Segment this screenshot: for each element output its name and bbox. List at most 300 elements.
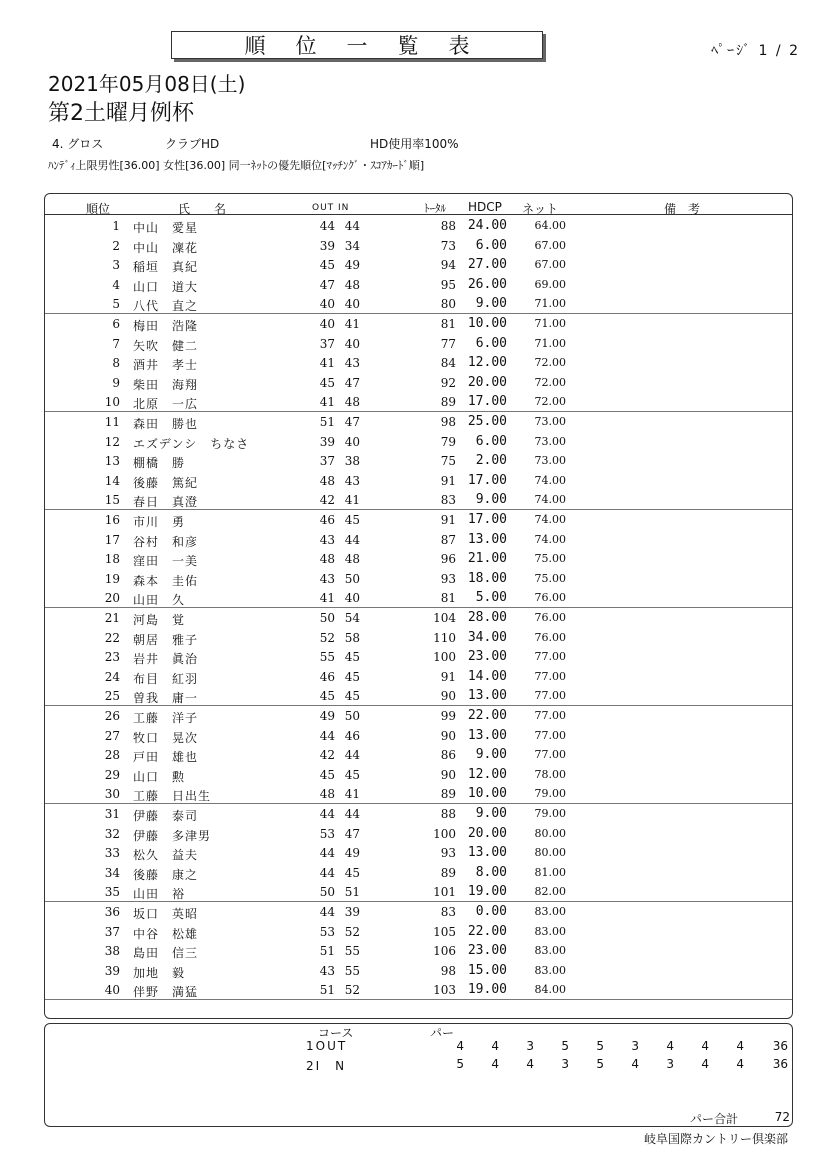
hdcp-cell: 22.00 bbox=[467, 708, 507, 723]
net-score-cell: 69.00 bbox=[534, 277, 566, 291]
hdcp-cell: 12.00 bbox=[467, 355, 507, 371]
out-score-cell: 42 bbox=[319, 748, 335, 763]
net-score-cell: 77.00 bbox=[534, 709, 566, 722]
hdcp-cell: 17.00 bbox=[467, 472, 507, 488]
hdcp-cell: 24.00 bbox=[467, 218, 507, 233]
out-score-cell: 46 bbox=[319, 513, 335, 527]
table-row bbox=[45, 784, 792, 803]
name-cell: 坂口 英昭 bbox=[133, 907, 199, 921]
page-title: 順位一覧表 bbox=[171, 31, 543, 59]
out-score-cell: 44 bbox=[319, 865, 335, 880]
total-score-cell: 91 bbox=[440, 473, 456, 488]
hdcp-cell: 6.00 bbox=[475, 335, 507, 351]
total-score-cell: 92 bbox=[440, 375, 456, 390]
table-row bbox=[45, 569, 792, 588]
rank-cell: 32 bbox=[104, 826, 120, 841]
hdcp-cell: 10.00 bbox=[467, 786, 507, 802]
net-score-cell: 77.00 bbox=[534, 728, 566, 742]
net-score-cell: 80.00 bbox=[534, 846, 566, 860]
net-score-cell: 78.00 bbox=[534, 767, 566, 781]
name-cell: 柴田 海翔 bbox=[133, 377, 199, 392]
rank-cell: 17 bbox=[104, 532, 120, 547]
hdcp-cell: 17.00 bbox=[467, 512, 507, 527]
out-score-cell: 45 bbox=[319, 767, 335, 782]
total-score-cell: 83 bbox=[440, 493, 456, 508]
header-divider bbox=[45, 214, 792, 215]
hdcp-cell: 19.00 bbox=[467, 884, 507, 900]
rank-cell: 31 bbox=[104, 807, 120, 821]
hdcp-cell: 10.00 bbox=[467, 316, 507, 331]
name-cell: 矢吹 健二 bbox=[133, 338, 199, 353]
out-score-cell: 51 bbox=[319, 415, 335, 429]
hdcp-cell: 25.00 bbox=[467, 414, 507, 429]
net-score-cell: 84.00 bbox=[534, 983, 566, 997]
net-score-cell: 82.00 bbox=[534, 885, 566, 899]
table-row bbox=[45, 941, 792, 960]
total-score-cell: 104 bbox=[433, 611, 456, 625]
net-score-cell: 75.00 bbox=[534, 571, 566, 585]
table-row bbox=[45, 843, 792, 862]
in-score-cell: 49 bbox=[344, 846, 360, 861]
total-score-cell: 110 bbox=[433, 630, 456, 645]
out-score-cell: 37 bbox=[319, 454, 335, 469]
total-score-cell: 95 bbox=[440, 277, 456, 292]
out-score-cell: 39 bbox=[319, 434, 335, 449]
name-cell: 松久 益夫 bbox=[133, 848, 199, 863]
hdcp-cell: 13.00 bbox=[467, 531, 507, 547]
table-row bbox=[45, 882, 792, 901]
handicap-rate: HD使用率100% bbox=[370, 137, 459, 151]
out-score-cell: 47 bbox=[319, 277, 335, 292]
in-score-cell: 44 bbox=[344, 532, 360, 547]
group-divider bbox=[45, 999, 792, 1000]
hdcp-cell: 8.00 bbox=[475, 864, 507, 880]
total-score-cell: 93 bbox=[440, 846, 456, 861]
hdcp-cell: 9.00 bbox=[475, 296, 507, 312]
name-cell: 八代 直之 bbox=[133, 299, 199, 314]
rank-cell: 36 bbox=[104, 905, 120, 919]
rank-cell: 26 bbox=[104, 709, 120, 723]
name-cell: 森田 勝也 bbox=[133, 417, 199, 431]
hole-par: 4 bbox=[701, 1057, 709, 1071]
rank-cell: 5 bbox=[112, 297, 120, 312]
out-score-cell: 40 bbox=[319, 317, 335, 331]
table-row bbox=[45, 353, 792, 372]
in-score-cell: 54 bbox=[344, 611, 360, 625]
total-score-cell: 91 bbox=[440, 669, 456, 684]
total-score-cell: 88 bbox=[440, 807, 456, 821]
total-score-cell: 79 bbox=[440, 434, 456, 449]
rank-cell: 24 bbox=[104, 669, 120, 684]
total-score-cell: 93 bbox=[440, 571, 456, 586]
table-row bbox=[45, 451, 792, 470]
col-header-total: ﾄｰﾀﾙ bbox=[424, 202, 446, 215]
in-score-cell: 50 bbox=[344, 571, 360, 586]
name-cell: 中谷 松雄 bbox=[133, 926, 199, 941]
course-label: コース bbox=[318, 1026, 354, 1040]
rank-cell: 8 bbox=[112, 356, 120, 371]
name-cell: 工藤 日出生 bbox=[133, 789, 212, 804]
in-score-cell: 43 bbox=[344, 356, 360, 371]
total-score-cell: 94 bbox=[440, 258, 456, 273]
table-row bbox=[45, 608, 792, 627]
in-score-cell: 43 bbox=[344, 473, 360, 488]
event-name: 第2土曜月例杯 bbox=[48, 101, 194, 126]
in-score-cell: 52 bbox=[344, 924, 360, 939]
hdcp-cell: 18.00 bbox=[467, 570, 507, 586]
total-score-cell: 98 bbox=[440, 415, 456, 429]
net-score-cell: 74.00 bbox=[534, 473, 566, 487]
rank-cell: 12 bbox=[104, 434, 120, 449]
total-score-cell: 84 bbox=[440, 356, 456, 371]
net-score-cell: 71.00 bbox=[534, 317, 566, 330]
table-row bbox=[45, 530, 792, 549]
out-score-cell: 42 bbox=[319, 493, 335, 508]
rank-cell: 25 bbox=[104, 689, 120, 704]
name-cell: 北原 一広 bbox=[133, 397, 199, 412]
in-score-cell: 47 bbox=[344, 375, 360, 390]
col-header-net: ネット bbox=[522, 202, 559, 216]
hdcp-cell: 23.00 bbox=[467, 943, 507, 959]
rank-cell: 13 bbox=[104, 454, 120, 469]
total-score-cell: 90 bbox=[440, 728, 456, 743]
total-score-cell: 77 bbox=[440, 336, 456, 351]
name-cell: 工藤 洋子 bbox=[133, 711, 199, 725]
rank-cell: 39 bbox=[104, 963, 120, 978]
name-cell: 森本 圭佑 bbox=[133, 573, 199, 588]
hdcp-cell: 2.00 bbox=[475, 453, 507, 469]
in-score-cell: 50 bbox=[344, 709, 360, 723]
rank-cell: 22 bbox=[104, 630, 120, 645]
name-cell: 中山 凜花 bbox=[133, 240, 199, 255]
net-score-cell: 74.00 bbox=[534, 513, 566, 526]
net-score-cell: 77.00 bbox=[534, 748, 566, 762]
name-cell: 棚橋 勝 bbox=[133, 456, 186, 471]
col-header-outin: OUT IN bbox=[312, 203, 350, 213]
out-score-cell: 43 bbox=[319, 963, 335, 978]
out-score-cell: 48 bbox=[319, 787, 335, 802]
out-score-cell: 41 bbox=[319, 591, 335, 606]
name-cell: 岩井 眞治 bbox=[133, 652, 199, 667]
in-score-cell: 46 bbox=[344, 728, 360, 743]
out-course-label: 1OUT bbox=[306, 1039, 348, 1053]
table-row bbox=[45, 432, 792, 451]
name-cell: 後藤 康之 bbox=[133, 867, 199, 882]
out-score-cell: 53 bbox=[319, 826, 335, 841]
table-row bbox=[45, 863, 792, 882]
total-score-cell: 100 bbox=[433, 826, 456, 841]
rank-cell: 40 bbox=[104, 983, 120, 998]
in-score-cell: 41 bbox=[344, 787, 360, 802]
in-score-cell: 55 bbox=[344, 963, 360, 978]
in-score-cell: 48 bbox=[344, 277, 360, 292]
table-row bbox=[45, 314, 792, 333]
net-score-cell: 67.00 bbox=[534, 238, 566, 252]
net-score-cell: 79.00 bbox=[534, 807, 566, 820]
hole-par: 3 bbox=[631, 1039, 639, 1053]
rank-cell: 7 bbox=[112, 336, 120, 351]
out-score-cell: 44 bbox=[319, 728, 335, 743]
net-score-cell: 83.00 bbox=[534, 924, 566, 938]
hdcp-cell: 9.00 bbox=[475, 747, 507, 763]
total-score-cell: 103 bbox=[433, 983, 456, 998]
total-score-cell: 105 bbox=[433, 924, 456, 939]
net-score-cell: 76.00 bbox=[534, 611, 566, 624]
hole-par: 3 bbox=[561, 1057, 569, 1071]
name-cell: エズデンシ ちなさ bbox=[133, 436, 250, 451]
hdcp-cell: 6.00 bbox=[475, 433, 507, 449]
out-score-cell: 40 bbox=[319, 297, 335, 312]
net-score-cell: 67.00 bbox=[534, 258, 566, 272]
total-score-cell: 89 bbox=[440, 865, 456, 880]
name-cell: 窪田 一美 bbox=[133, 554, 199, 569]
rank-cell: 16 bbox=[104, 513, 120, 527]
net-score-cell: 79.00 bbox=[534, 787, 566, 801]
out-score-cell: 39 bbox=[319, 238, 335, 253]
table-row bbox=[45, 628, 792, 647]
name-cell: 布目 紅羽 bbox=[133, 671, 199, 686]
in-score-cell: 49 bbox=[344, 258, 360, 273]
total-score-cell: 91 bbox=[440, 513, 456, 527]
total-score-cell: 81 bbox=[440, 591, 456, 606]
table-row bbox=[45, 490, 792, 509]
out-score-cell: 50 bbox=[319, 885, 335, 900]
in-score-cell: 34 bbox=[344, 238, 360, 253]
table-row bbox=[45, 902, 792, 921]
hdcp-cell: 15.00 bbox=[467, 962, 507, 978]
name-cell: 伴野 満猛 bbox=[133, 985, 199, 1000]
table-row bbox=[45, 275, 792, 294]
net-score-cell: 81.00 bbox=[534, 865, 566, 879]
table-row bbox=[45, 980, 792, 999]
rank-cell: 6 bbox=[112, 317, 120, 331]
out-score-cell: 48 bbox=[319, 552, 335, 567]
net-score-cell: 77.00 bbox=[534, 650, 566, 664]
hole-par: 4 bbox=[491, 1057, 499, 1071]
total-score-cell: 80 bbox=[440, 297, 456, 312]
hdcp-cell: 13.00 bbox=[467, 727, 507, 743]
total-score-cell: 75 bbox=[440, 454, 456, 469]
table-row bbox=[45, 804, 792, 823]
out-score-cell: 44 bbox=[319, 807, 335, 821]
event-date: 2021年05月08日(土) bbox=[48, 72, 246, 96]
out-score-cell: 48 bbox=[319, 473, 335, 488]
hole-par: 4 bbox=[666, 1039, 674, 1053]
rank-cell: 14 bbox=[104, 473, 120, 488]
hole-par: 5 bbox=[596, 1057, 604, 1071]
rank-cell: 38 bbox=[104, 944, 120, 959]
hole-par: 5 bbox=[561, 1039, 569, 1053]
net-score-cell: 73.00 bbox=[534, 415, 566, 428]
rank-cell: 30 bbox=[104, 787, 120, 802]
name-cell: 山口 勲 bbox=[133, 769, 186, 784]
name-cell: 戸田 雄也 bbox=[133, 750, 199, 765]
out-score-cell: 43 bbox=[319, 571, 335, 586]
name-cell: 春日 真澄 bbox=[133, 495, 199, 510]
table-row bbox=[45, 216, 792, 235]
rank-cell: 28 bbox=[104, 748, 120, 763]
table-row bbox=[45, 334, 792, 353]
table-row bbox=[45, 961, 792, 980]
in-score-cell: 45 bbox=[344, 669, 360, 684]
name-cell: 谷村 和彦 bbox=[133, 534, 199, 549]
in-score-cell: 47 bbox=[344, 826, 360, 841]
name-cell: 中山 愛星 bbox=[133, 221, 199, 235]
out-score-cell: 41 bbox=[319, 395, 335, 410]
net-score-cell: 76.00 bbox=[534, 630, 566, 644]
table-row bbox=[45, 510, 792, 529]
name-cell: 酒井 孝士 bbox=[133, 358, 199, 373]
out-score-cell: 50 bbox=[319, 611, 335, 625]
net-score-cell: 73.00 bbox=[534, 454, 566, 468]
course-par-total: 36 bbox=[772, 1039, 788, 1053]
table-row bbox=[45, 824, 792, 843]
table-row bbox=[45, 745, 792, 764]
par-total-label: パー合計 bbox=[690, 1112, 739, 1126]
net-score-cell: 72.00 bbox=[534, 395, 566, 409]
in-score-cell: 40 bbox=[344, 434, 360, 449]
in-score-cell: 48 bbox=[344, 552, 360, 567]
rank-cell: 3 bbox=[112, 258, 120, 273]
hdcp-cell: 20.00 bbox=[467, 374, 507, 390]
net-score-cell: 71.00 bbox=[534, 297, 566, 311]
hdcp-cell: 17.00 bbox=[467, 394, 507, 410]
in-score-cell: 40 bbox=[344, 336, 360, 351]
hdcp-cell: 13.00 bbox=[467, 688, 507, 704]
in-score-cell: 55 bbox=[344, 944, 360, 959]
hole-par: 5 bbox=[456, 1057, 464, 1071]
name-cell: 稲垣 真紀 bbox=[133, 260, 199, 275]
rank-cell: 21 bbox=[104, 611, 120, 625]
total-score-cell: 87 bbox=[440, 532, 456, 547]
rank-cell: 37 bbox=[104, 924, 120, 939]
in-score-cell: 44 bbox=[344, 748, 360, 763]
out-score-cell: 46 bbox=[319, 669, 335, 684]
rank-cell: 34 bbox=[104, 865, 120, 880]
total-score-cell: 81 bbox=[440, 317, 456, 331]
total-score-cell: 101 bbox=[433, 885, 456, 900]
conditions-text: ﾊﾝﾃﾞｨ上限男性[36.00] 女性[36.00] 同一ﾈｯﾄの優先順位[ﾏｯﾁﾝｸﾞ・ｽｺｱｶｰﾄﾞ順] bbox=[48, 159, 425, 172]
table-row bbox=[45, 667, 792, 686]
table-row bbox=[45, 922, 792, 941]
hdcp-cell: 14.00 bbox=[467, 668, 507, 684]
total-score-cell: 89 bbox=[440, 395, 456, 410]
total-score-cell: 90 bbox=[440, 767, 456, 782]
name-cell: 朝居 雅子 bbox=[133, 632, 199, 647]
total-score-cell: 96 bbox=[440, 552, 456, 567]
name-cell: 後藤 篤紀 bbox=[133, 475, 199, 490]
table-row bbox=[45, 255, 792, 274]
name-cell: 梅田 浩隆 bbox=[133, 319, 199, 333]
hdcp-cell: 27.00 bbox=[467, 257, 507, 273]
net-score-cell: 73.00 bbox=[534, 434, 566, 448]
name-cell: 加地 毅 bbox=[133, 965, 186, 980]
in-score-cell: 39 bbox=[344, 905, 360, 919]
net-score-cell: 64.00 bbox=[534, 219, 566, 232]
table-row bbox=[45, 294, 792, 313]
table-row bbox=[45, 647, 792, 666]
rank-cell: 10 bbox=[104, 395, 120, 410]
name-cell: 曽我 庸一 bbox=[133, 691, 199, 706]
table-row bbox=[45, 549, 792, 568]
club-name: 岐阜国際カントリー倶楽部 bbox=[643, 1132, 788, 1146]
hole-par: 4 bbox=[491, 1039, 499, 1053]
hole-par: 4 bbox=[456, 1039, 464, 1053]
in-score-cell: 51 bbox=[344, 885, 360, 900]
col-header-rank: 順位 bbox=[86, 202, 111, 216]
net-score-cell: 72.00 bbox=[534, 356, 566, 370]
hole-par: 5 bbox=[596, 1039, 604, 1053]
total-score-cell: 89 bbox=[440, 787, 456, 802]
net-score-cell: 75.00 bbox=[534, 552, 566, 566]
in-score-cell: 44 bbox=[344, 807, 360, 821]
hdcp-cell: 20.00 bbox=[467, 825, 507, 841]
rank-cell: 29 bbox=[104, 767, 120, 782]
table-row bbox=[45, 471, 792, 490]
hole-par: 4 bbox=[526, 1057, 534, 1071]
hdcp-cell: 0.00 bbox=[475, 904, 507, 919]
table-row bbox=[45, 686, 792, 705]
hdcp-cell: 12.00 bbox=[467, 766, 507, 782]
in-score-cell: 45 bbox=[344, 513, 360, 527]
net-score-cell: 77.00 bbox=[534, 689, 566, 703]
in-score-cell: 40 bbox=[344, 297, 360, 312]
name-cell: 山田 久 bbox=[133, 593, 186, 608]
name-cell: 伊藤 泰司 bbox=[133, 809, 199, 823]
total-score-cell: 86 bbox=[440, 748, 456, 763]
handicap-type: クラブHD bbox=[165, 137, 220, 151]
rank-cell: 4 bbox=[112, 277, 120, 292]
hdcp-cell: 26.00 bbox=[467, 276, 507, 292]
total-score-cell: 98 bbox=[440, 963, 456, 978]
name-cell: 伊藤 多津男 bbox=[133, 828, 212, 843]
rank-cell: 33 bbox=[104, 846, 120, 861]
rank-cell: 18 bbox=[104, 552, 120, 567]
course-par-total: 36 bbox=[772, 1057, 788, 1071]
net-score-cell: 83.00 bbox=[534, 963, 566, 977]
page-number: ﾍﾟｰｼﾞ 1 / 2 bbox=[711, 43, 800, 59]
rank-cell: 27 bbox=[104, 728, 120, 743]
name-cell: 山口 道大 bbox=[133, 279, 199, 294]
in-score-cell: 44 bbox=[344, 219, 360, 233]
total-score-cell: 90 bbox=[440, 689, 456, 704]
total-score-cell: 99 bbox=[440, 709, 456, 723]
out-score-cell: 49 bbox=[319, 709, 335, 723]
hdcp-cell: 21.00 bbox=[467, 551, 507, 567]
net-score-cell: 83.00 bbox=[534, 905, 566, 918]
total-score-cell: 106 bbox=[433, 944, 456, 959]
out-score-cell: 44 bbox=[319, 905, 335, 919]
rank-cell: 15 bbox=[104, 493, 120, 508]
rank-cell: 1 bbox=[112, 219, 120, 233]
hdcp-cell: 34.00 bbox=[467, 629, 507, 645]
net-score-cell: 76.00 bbox=[534, 591, 566, 605]
out-score-cell: 41 bbox=[319, 356, 335, 371]
in-score-cell: 41 bbox=[344, 317, 360, 331]
col-header-remarks: 備 考 bbox=[664, 202, 701, 216]
hdcp-cell: 5.00 bbox=[475, 590, 507, 606]
in-score-cell: 58 bbox=[344, 630, 360, 645]
hole-par: 4 bbox=[631, 1057, 639, 1071]
in-score-cell: 40 bbox=[344, 591, 360, 606]
table-row bbox=[45, 588, 792, 607]
out-score-cell: 43 bbox=[319, 532, 335, 547]
out-score-cell: 45 bbox=[319, 375, 335, 390]
col-header-name: 氏 名 bbox=[178, 202, 227, 216]
hole-par: 4 bbox=[736, 1039, 744, 1053]
rank-cell: 19 bbox=[104, 571, 120, 586]
hdcp-cell: 9.00 bbox=[475, 806, 507, 821]
